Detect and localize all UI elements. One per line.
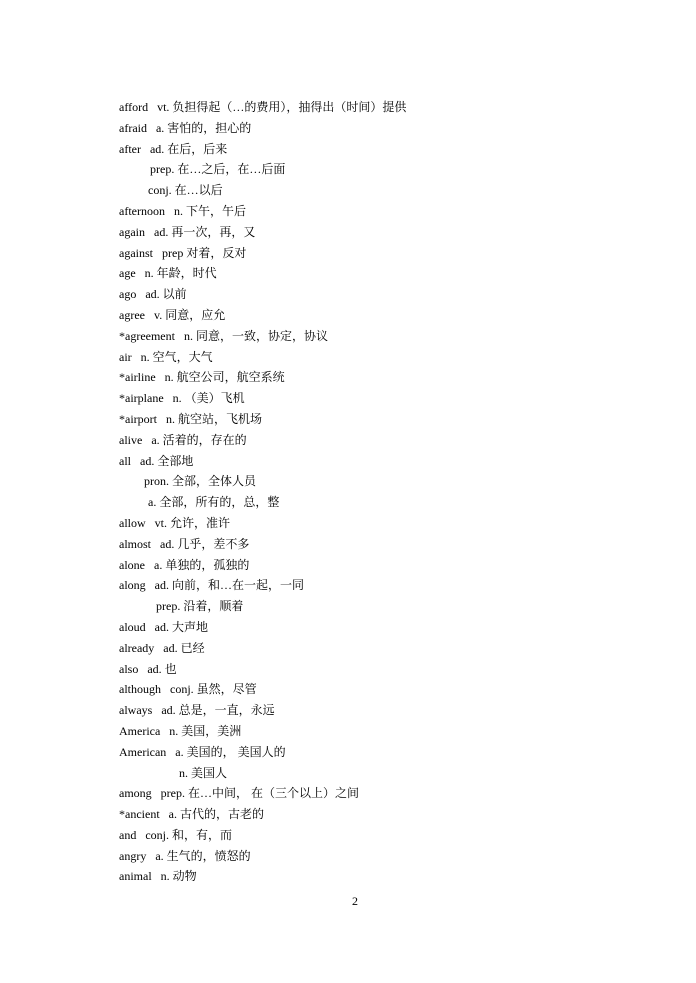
entry-text: ago ad. 以前 [119, 287, 187, 302]
entry-against [119, 243, 659, 264]
entry-text: allow vt. 允许，准许 [119, 515, 230, 530]
entry-along [119, 575, 659, 596]
entry-already [119, 638, 659, 659]
entry-alone [119, 555, 659, 576]
entry-air [119, 347, 659, 368]
entry-text: *airplane n. （美）飞机 [119, 391, 245, 406]
entry-along-prep [119, 596, 659, 617]
entry-text: although conj. 虽然，尽管 [119, 682, 257, 697]
entry-text: *airport n. 航空站，飞机场 [119, 411, 262, 426]
entry-text: *ancient a. 古代的，古老的 [119, 807, 264, 822]
entry-text: air n. 空气，大气 [119, 349, 213, 364]
entry-allow [119, 513, 659, 534]
entry-text: America n. 美国，美洲 [119, 723, 242, 738]
entry-airplane [119, 388, 659, 409]
entry-text: a. 全部，所有的，总，整 [148, 495, 280, 510]
entry-age [119, 263, 659, 284]
entry-text: *airline n. 航空公司，航空系统 [119, 370, 285, 385]
entry-text: alone a. 单独的，孤独的 [119, 557, 250, 572]
entry-text: aloud ad. 大声地 [119, 619, 208, 634]
entry-text: American a. 美国的， 美国人的 [119, 744, 286, 759]
entry-text: along ad. 向前，和…在一起，一同 [119, 578, 304, 593]
entry-text: again ad. 再一次，再，又 [119, 224, 256, 239]
entry-text: all ad. 全部地 [119, 453, 194, 468]
entry-text: animal n. 动物 [119, 869, 197, 884]
entry-text: among prep. 在…中间， 在（三个以上）之间 [119, 786, 359, 801]
entry-afraid [119, 118, 659, 139]
entry-text: age n. 年龄，时代 [119, 266, 217, 281]
entry-ago [119, 284, 659, 305]
entry-agreement [119, 326, 659, 347]
entry-american [119, 742, 659, 763]
entry-text: also ad. 也 [119, 661, 177, 676]
entry-text: and conj. 和，有，而 [119, 827, 232, 842]
entry-all [119, 451, 659, 472]
entry-text: always ad. 总是，一直，永远 [119, 703, 275, 718]
entry-text: almost ad. 几乎，差不多 [119, 536, 250, 551]
entry-text: afraid a. 害怕的，担心的 [119, 120, 252, 135]
entry-alive [119, 430, 659, 451]
entry-after [119, 139, 659, 160]
entry-afford [119, 97, 659, 118]
entry-again [119, 222, 659, 243]
entry-text: already ad. 已经 [119, 640, 205, 655]
entry-text: alive a. 活着的，存在的 [119, 432, 247, 447]
entry-among [119, 783, 659, 804]
entry-almost [119, 534, 659, 555]
entry-text: against prep 对着，反对 [119, 245, 247, 260]
page-number: 2 [352, 894, 358, 908]
entry-after-prep [119, 159, 659, 180]
entry-also [119, 659, 659, 680]
entry-afternoon [119, 201, 659, 222]
entry-text: angry a. 生气的，愤怒的 [119, 848, 251, 863]
entry-text: *agreement n. 同意，一致，协定，协议 [119, 328, 328, 343]
entry-text: after ad. 在后，后来 [119, 141, 228, 156]
entry-all-adj [119, 492, 659, 513]
entry-after-conj [119, 180, 659, 201]
entry-aloud [119, 617, 659, 638]
entry-airport [119, 409, 659, 430]
entry-agree [119, 305, 659, 326]
entry-animal [119, 866, 659, 887]
entry-text: afford vt. 负担得起（…的费用），抽得出（时间）提供 [119, 100, 407, 114]
entry-angry [119, 846, 659, 867]
entry-all-pron [119, 471, 659, 492]
entry-text: agree v. 同意，应允 [119, 307, 226, 322]
entry-text: pron. 全部，全体人员 [144, 474, 256, 489]
entry-although [119, 679, 659, 700]
entry-text: prep. 沿着，顺着 [156, 599, 244, 614]
entry-ancient [119, 804, 659, 825]
entry-american-noun [119, 763, 659, 784]
entry-text: afternoon n. 下午，午后 [119, 203, 246, 218]
entry-text: prep. 在…之后，在…后面 [150, 162, 286, 177]
vocabulary-list [119, 97, 659, 887]
entry-america [119, 721, 659, 742]
entry-airline [119, 367, 659, 388]
entry-text: conj. 在…以后 [148, 183, 223, 198]
entry-always [119, 700, 659, 721]
entry-and [119, 825, 659, 846]
entry-text: n. 美国人 [179, 765, 228, 780]
